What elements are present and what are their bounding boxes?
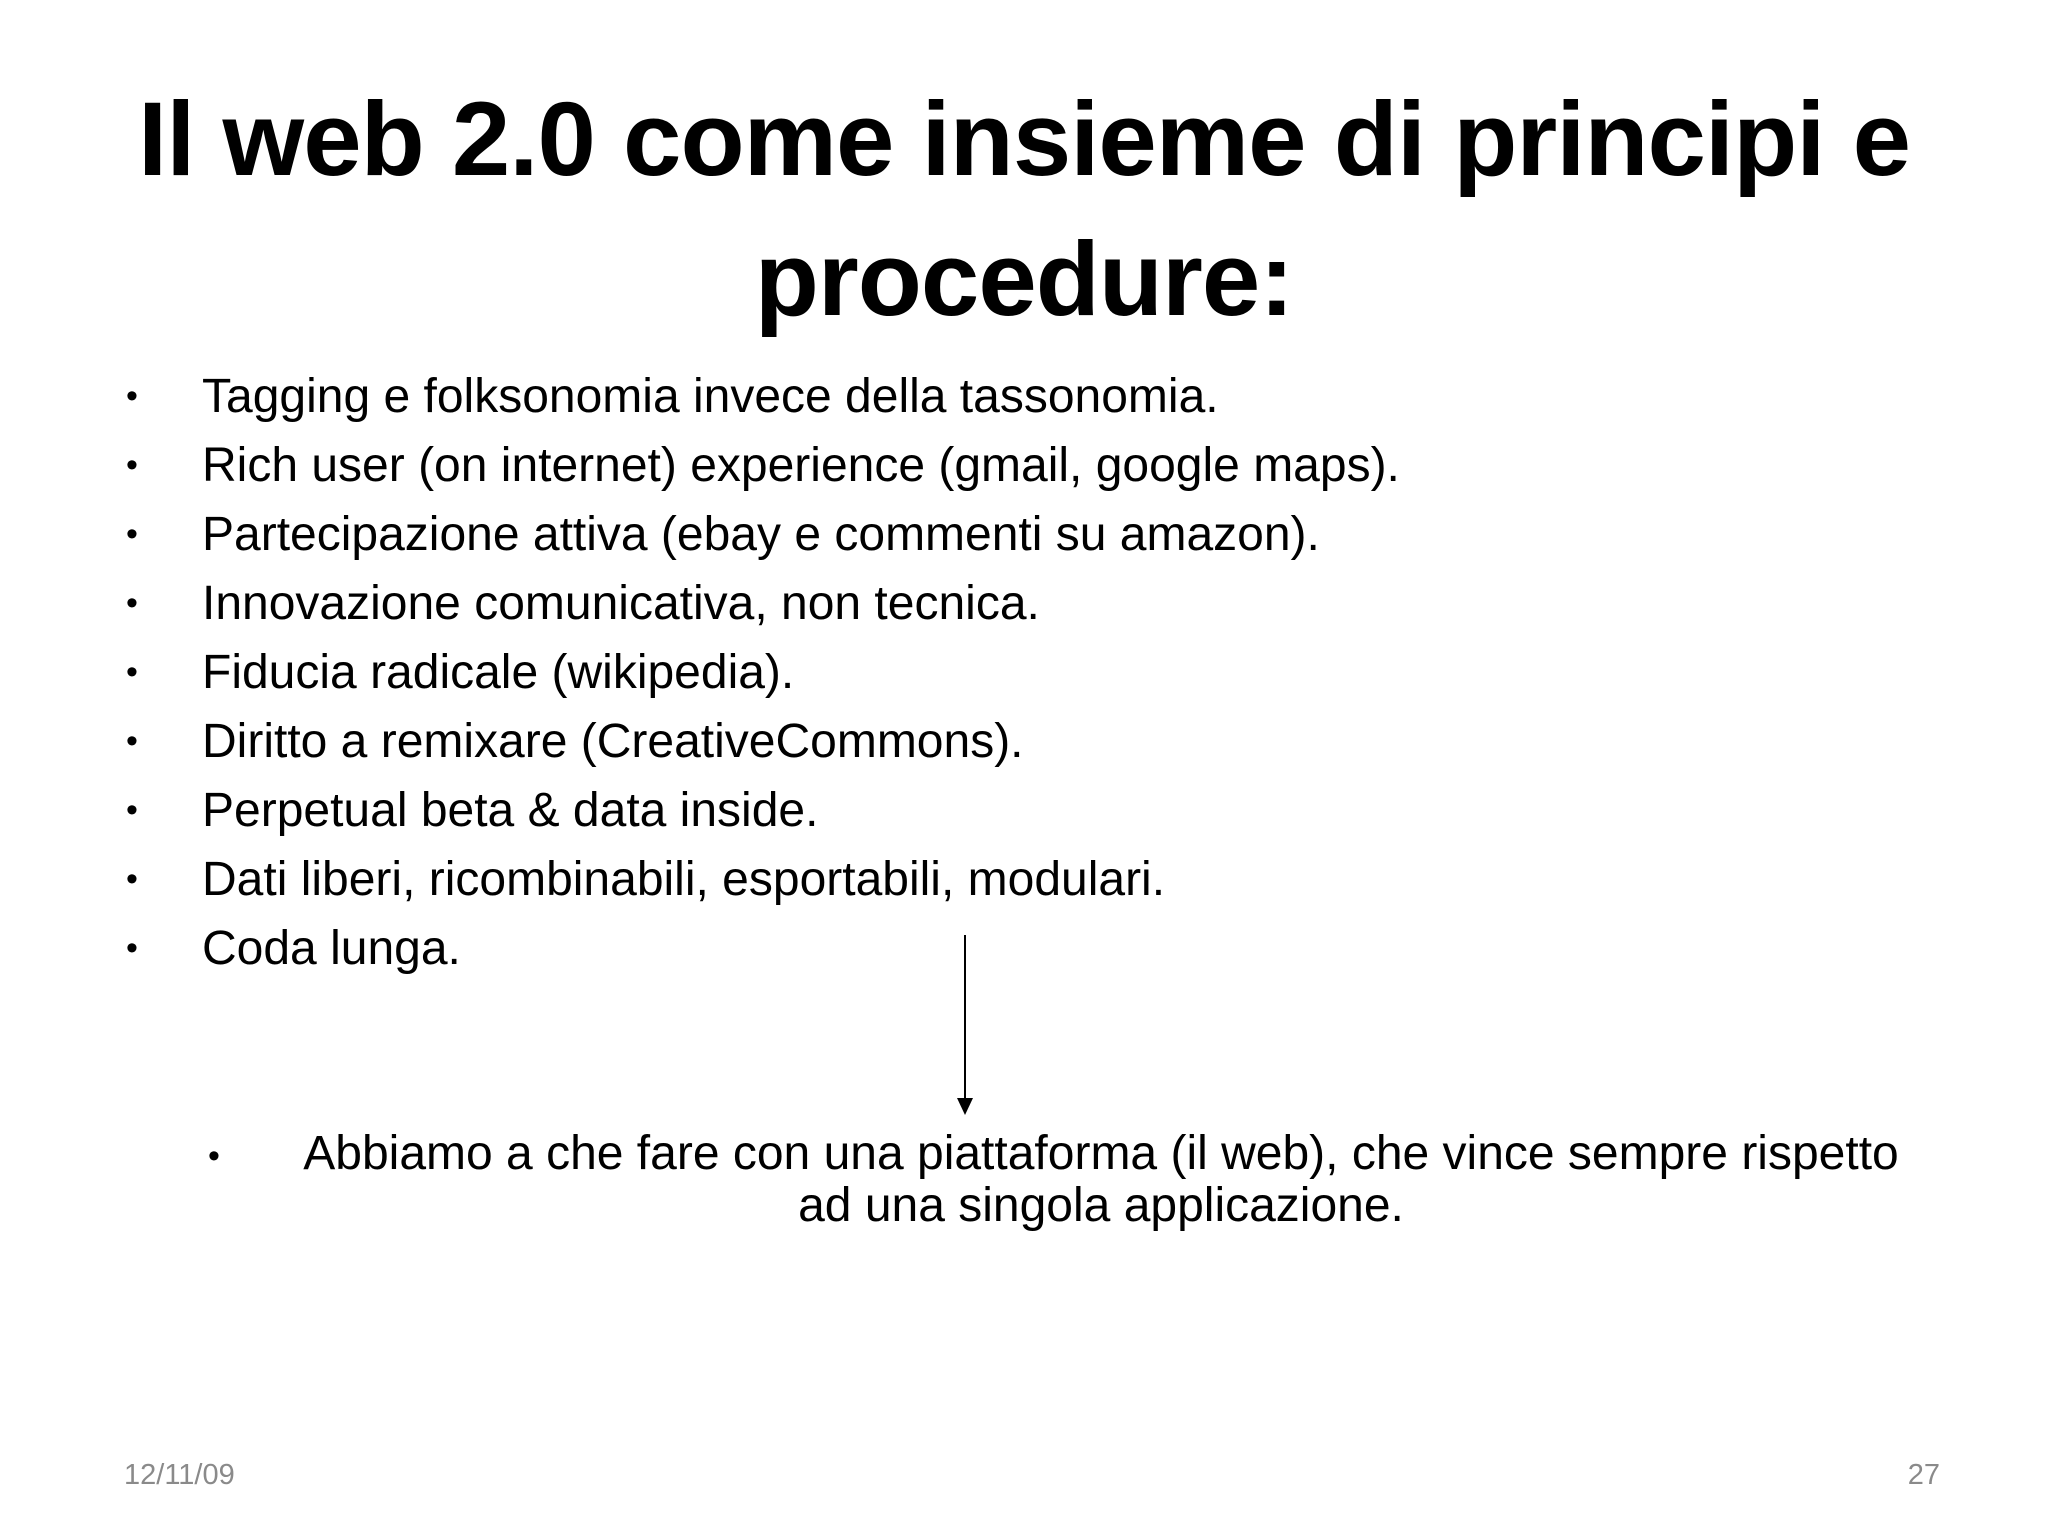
bullet-icon: • (126, 929, 138, 967)
list-item-text: Perpetual beta & data inside. (202, 784, 819, 837)
conclusion (200, 1128, 1920, 1232)
bullet-icon: • (208, 1137, 220, 1175)
list-item-text: Diritto a remixare (CreativeCommons). (202, 715, 1024, 768)
bullet-icon: • (126, 653, 138, 691)
bullet-icon: • (126, 446, 138, 484)
list-item (120, 431, 1920, 500)
bullet-icon: • (126, 377, 138, 415)
conclusion-text: Abbiamo a che fare con una piattaforma (il web), che vince sempre rispetto ad una singola applicazione. (303, 1127, 1899, 1232)
list-item (120, 914, 1920, 983)
list-item-text: Dati liberi, ricombinabili, esportabili, modulari. (202, 853, 1166, 906)
list-item (120, 569, 1920, 638)
list-item-text: Fiducia radicale (wikipedia). (202, 646, 795, 699)
bullet-icon: • (126, 791, 138, 829)
page-number: 27 (1907, 1459, 1940, 1491)
slide-title: Il web 2.0 come insieme di principi e procedure: (138, 81, 1910, 338)
list-item-text: Coda lunga. (202, 922, 461, 975)
list-item-text: Innovazione comunicativa, non tecnica. (202, 577, 1040, 630)
list-item (120, 776, 1920, 845)
list-item (120, 638, 1920, 707)
list-item (120, 707, 1920, 776)
footer-date: 12/11/09 (124, 1459, 235, 1491)
list-item-text: Partecipazione attiva (ebay e commenti su amazon). (202, 508, 1320, 561)
bullet-icon: • (126, 860, 138, 898)
bullet-icon: • (126, 584, 138, 622)
bullet-icon: • (126, 515, 138, 553)
arrow-down-icon (950, 935, 980, 1115)
bullet-list (120, 362, 1920, 983)
list-item (120, 500, 1920, 569)
list-item-text: Rich user (on internet) experience (gmail, google maps). (202, 439, 1400, 492)
list-item (120, 362, 1920, 431)
list-item-text: Tagging e folksonomia invece della tassonomia. (202, 370, 1219, 423)
list-item (120, 845, 1920, 914)
bullet-icon: • (126, 722, 138, 760)
